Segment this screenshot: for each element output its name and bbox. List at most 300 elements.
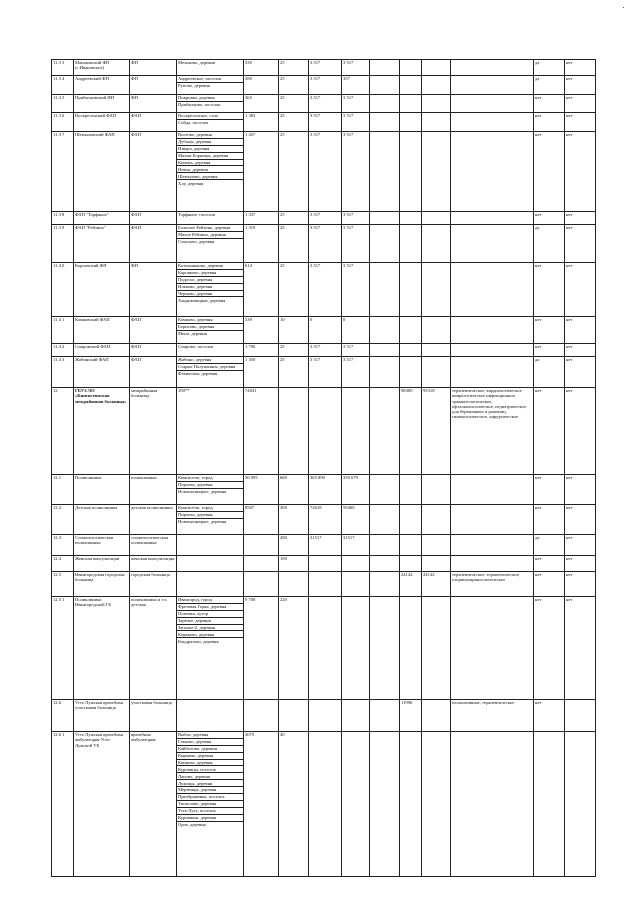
cell-num: 11.3 8 (52, 212, 74, 225)
place-item: Куромякш, деревня (177, 815, 243, 822)
cell-c10 (422, 700, 451, 732)
place-item (177, 556, 243, 557)
cell-c11 (451, 475, 534, 505)
cell-pop (244, 535, 279, 556)
cell-places (177, 388, 244, 475)
place-item: Фомкотова, деревня (178, 371, 218, 377)
cell-c8 (342, 597, 370, 700)
place-item: Шемылово, деревня (177, 173, 243, 180)
cell-c9 (400, 263, 422, 317)
cell-pop (244, 572, 279, 597)
place-item: Невок, деревня (177, 166, 243, 173)
cell-c7: 3 517 (309, 263, 342, 317)
place-item: Хлу, деревня (178, 180, 204, 186)
cell-yes: нет (534, 597, 565, 700)
place-item: Большое Рейзино, деревня (177, 225, 243, 232)
cell-yes: нет (534, 700, 565, 732)
table-row (52, 344, 596, 357)
cell-c7 (309, 388, 342, 475)
cell-type: ФП (130, 60, 177, 76)
cell-empty (370, 60, 400, 76)
cell-empty (370, 475, 400, 505)
cell-yes: да (534, 76, 565, 95)
cell-places (177, 212, 244, 225)
cell-c9 (400, 505, 422, 535)
cell-empty (370, 357, 400, 388)
place-item: Усть-Луга, поселок (177, 808, 243, 815)
scan-dot (623, 7, 624, 8)
cell-no: нет (565, 95, 596, 113)
table-row (52, 225, 596, 263)
cell-type: ФАП (130, 317, 177, 344)
cell-places (177, 572, 244, 597)
table-row (52, 132, 596, 212)
cell-c8 (342, 388, 370, 475)
cell-name: Стоматологическая поликлиника (74, 535, 130, 556)
place-item: Заполье-2, деревня (177, 625, 243, 632)
cell-c9 (400, 535, 422, 556)
cell-pop: 1 457 (244, 132, 279, 212)
cell-num: 11.3 6 (52, 113, 74, 132)
place-item: Малые Борницы, деревня (177, 153, 243, 160)
cell-pop: 1 796 (244, 344, 279, 357)
cell-c9 (400, 597, 422, 700)
cell-c11 (451, 505, 534, 535)
place-item: Дубоцы, деревня (177, 139, 243, 146)
cell-c8: 3 517 (342, 113, 370, 132)
place-item: Кирьямо, деревня (177, 753, 243, 760)
cell-yes: да (534, 60, 565, 76)
cell-c6 (279, 388, 309, 475)
cell-no: нет (565, 344, 596, 357)
cell-yes: нет (534, 388, 565, 475)
table-row (52, 60, 596, 76)
place-item: Порхово, деревня (177, 512, 243, 519)
cell-yes: нет (534, 556, 565, 572)
cell-c7: 3 517 (309, 344, 342, 357)
table-row (52, 212, 596, 225)
cell-c8 (342, 700, 370, 732)
cell-no: нет (565, 132, 596, 212)
cell-c8: 3 517 (342, 212, 370, 225)
cell-c7: 3 517 (309, 76, 342, 95)
place-item: Преображенка, поселок (177, 794, 243, 801)
table-row (52, 317, 596, 344)
cell-c6: 25 (279, 225, 309, 263)
place-item: Орле, деревня (178, 821, 206, 827)
place-item: Сойда, поселок (178, 120, 209, 126)
cell-c9 (400, 344, 422, 357)
table-row (52, 76, 596, 95)
cell-c9 (400, 132, 422, 212)
cell-c6: 25 (279, 212, 309, 225)
place-item: Заречье, деревня (177, 618, 243, 625)
cell-pop: 330 (244, 60, 279, 76)
cell-num: 11.4 0 (52, 263, 74, 317)
cell-places (177, 344, 244, 357)
cell-c10 (422, 475, 451, 505)
table-row (52, 732, 596, 877)
cell-empty (370, 132, 400, 212)
place-item: Лужицы, деревня (177, 780, 243, 787)
cell-type: ФАП (130, 212, 177, 225)
cell-c8: 3 517 (342, 60, 370, 76)
cell-type: ФП (130, 263, 177, 317)
table-row (52, 505, 596, 535)
place-item: Кипень, деревня (177, 160, 243, 167)
cell-num: 11.3 9 (52, 225, 74, 263)
table-row (52, 535, 596, 556)
place-item: Извара, деревня (177, 146, 243, 153)
place-item: Рупово, деревня (178, 83, 210, 89)
cell-c9 (400, 225, 422, 263)
cell-no: нет (565, 556, 596, 572)
cell-c6: 10 (279, 317, 309, 344)
cell-c7: 3 517 (309, 225, 342, 263)
cell-pop: 1 319 (244, 225, 279, 263)
cell-c6: 40 (279, 732, 309, 877)
cell-no: нет (565, 597, 596, 700)
cell-c6: 25 (279, 60, 309, 76)
table-row (52, 572, 596, 597)
place-item: Котельниково, деревня (177, 263, 243, 270)
cell-type: городская больница (130, 572, 177, 597)
cell-c7 (309, 572, 342, 597)
cell-empty (370, 700, 400, 732)
place-item: Лапово, деревня (177, 773, 243, 780)
place-item: Кондратово, деревня (178, 638, 219, 644)
cell-name: Манаковский ФП (с.Ивановское) (74, 60, 130, 76)
cell-yes: нет (534, 113, 565, 132)
cell-pop: 365 (244, 95, 279, 113)
cell-yes: нет (534, 344, 565, 357)
place-item: Кирьково, деревня (177, 631, 243, 638)
cell-pop: 380 (244, 76, 279, 95)
cell-name: ФАП "Торфяное" (74, 212, 130, 225)
cell-num: 12.4 (52, 556, 74, 572)
table-row (52, 357, 596, 388)
cell-places (177, 700, 244, 732)
cell-c9 (400, 76, 422, 95)
place-item: Покровка, деревня (177, 95, 243, 102)
place-item: Новопятницкое, деревня (178, 519, 227, 525)
cell-c10 (422, 225, 451, 263)
cell-yes: нет (534, 317, 565, 344)
place-item: 100** (178, 388, 190, 394)
cell-empty (370, 344, 400, 357)
place-item: Кайболово, деревня (177, 746, 243, 753)
cell-places (177, 60, 244, 76)
cell-c6: 25 (279, 263, 309, 317)
cell-yes (534, 732, 565, 877)
cell-places (177, 357, 244, 388)
cell-pop: 1 337 (244, 212, 279, 225)
cell-c9: 11996 (400, 700, 422, 732)
cell-no: нет (565, 76, 596, 95)
cell-type: ФАП (130, 113, 177, 132)
table-row (52, 263, 596, 317)
cell-empty (370, 76, 400, 95)
cell-c10 (422, 60, 451, 76)
cell-name: ГБУЗ ЛО «Кингисеппская межрайонная больница» (74, 388, 130, 475)
cell-c11: терапевтическое, терапевтическое, оториноларингологическое (451, 572, 534, 597)
place-item: Ильково, деревня (177, 284, 243, 291)
place-item: Фрезовая Горка, деревня (177, 604, 243, 611)
cell-c11 (451, 212, 534, 225)
cell-c9: 24142 (400, 572, 422, 597)
cell-c6: 280 (279, 535, 309, 556)
cell-c7: 3 517 (309, 132, 342, 212)
cell-type: ФАП (130, 344, 177, 357)
cell-no (565, 732, 596, 877)
cell-c6: 25 (279, 132, 309, 212)
cell-yes: нет (534, 475, 565, 505)
cell-c11 (451, 263, 534, 317)
cell-empty (370, 388, 400, 475)
cell-type: ФАП (130, 132, 177, 212)
cell-name: Комковский ФАП (74, 317, 130, 344)
cell-places (177, 95, 244, 113)
cell-type: ФАП (130, 357, 177, 388)
cell-c9 (400, 357, 422, 388)
cell-c10 (422, 357, 451, 388)
cell-c8: 59460 (342, 505, 370, 535)
cell-c7 (309, 700, 342, 732)
cell-places (177, 225, 244, 263)
cell-c10 (422, 556, 451, 572)
cell-c11 (451, 556, 534, 572)
cell-c6: 25 (279, 95, 309, 113)
cell-c9: 98300 (400, 388, 422, 475)
cell-no: нет (565, 572, 596, 597)
place-item: Кингисепп, город (177, 505, 243, 512)
cell-c7: 3 517 (309, 357, 342, 388)
cell-num: 12.2 (52, 505, 74, 535)
cell-no: нет (565, 357, 596, 388)
cell-c11 (451, 317, 534, 344)
place-item: Кингисепп, город (177, 475, 243, 482)
cell-pop: 3075 (244, 732, 279, 877)
cell-empty (370, 597, 400, 700)
cell-name: Прибытковский ФП (74, 95, 130, 113)
cell-num: 11.3 7 (52, 132, 74, 212)
place-item: Волгово, деревня (177, 132, 243, 139)
cell-c11 (451, 76, 534, 95)
cell-c11: паллиативные, терапевтическое (451, 700, 534, 732)
cell-c7 (309, 556, 342, 572)
cell-c6: 220 (279, 597, 309, 700)
cell-no: нет (565, 60, 596, 76)
cell-empty (370, 535, 400, 556)
place-item: Подосье, деревня (177, 277, 243, 284)
cell-pop (244, 700, 279, 732)
cell-pop: 1 350 (244, 357, 279, 388)
cell-c6: 660 (279, 475, 309, 505)
cell-c10 (422, 76, 451, 95)
place-item: Коровково, деревня (177, 270, 243, 277)
cell-yes: да (534, 535, 565, 556)
cell-c7: 3 517 (309, 60, 342, 76)
cell-type: ФАП (130, 225, 177, 263)
cell-no: нет (565, 263, 596, 317)
cell-c6: 100 (279, 556, 309, 572)
cell-num: 11.3 5 (52, 95, 74, 113)
cell-type: детская поликлиника (130, 505, 177, 535)
cell-c9 (400, 556, 422, 572)
cell-empty (370, 263, 400, 317)
cell-c10 (422, 132, 451, 212)
cell-yes: да (534, 225, 565, 263)
cell-c7: 3 517 (309, 95, 342, 113)
table-row (52, 388, 596, 475)
place-item: Сокалово, деревня (178, 239, 215, 245)
cell-c7: 3 517 (309, 212, 342, 225)
cell-c7 (309, 597, 342, 700)
cell-c7: 365 890 (309, 475, 342, 505)
cell-num: 11.4 3 (52, 357, 74, 388)
cell-yes: нет (534, 95, 565, 113)
table-row (52, 95, 596, 113)
cell-places (177, 535, 244, 556)
place-item: Конново, деревня (177, 760, 243, 767)
table-row (52, 700, 596, 732)
cell-name: Усть-Лужская врачебная участковая больница (74, 700, 130, 732)
cell-c9 (400, 60, 422, 76)
place-item: Малое Рейзино, деревня (177, 232, 243, 239)
cell-num: 12 (52, 388, 74, 475)
cell-c10 (422, 344, 451, 357)
cell-c10 (422, 113, 451, 132)
cell-pop: 74841 (244, 388, 279, 475)
cell-type: стоматологическая поликлиника (130, 535, 177, 556)
cell-num: 11.3 3 (52, 60, 74, 76)
cell-places (177, 732, 244, 877)
place-item: Хандиковщина, деревня (178, 297, 226, 303)
place-item: Воскресенское, село (177, 113, 243, 120)
place-item: Выбье, деревня (177, 732, 243, 739)
cell-pop (244, 556, 279, 572)
cell-c8: 3 517 (342, 263, 370, 317)
cell-no (565, 700, 596, 732)
cell-c10 (422, 263, 451, 317)
cell-c11 (451, 535, 534, 556)
cell-name: Усть-Лужская врачебная амбулатория Усть-Лужской УБ (74, 732, 130, 877)
cell-type: ФП (130, 76, 177, 95)
cell-c8 (342, 572, 370, 597)
cell-c8: 0 (342, 317, 370, 344)
place-item (177, 572, 243, 573)
cell-places (177, 76, 244, 95)
cell-c11 (451, 357, 534, 388)
cell-num: 12.1 (52, 475, 74, 505)
cell-name: Женская консультация (74, 556, 130, 572)
cell-c10 (422, 212, 451, 225)
cell-places (177, 263, 244, 317)
cell-c8: 357 (342, 76, 370, 95)
cell-c6: 25 (279, 113, 309, 132)
cell-num: 11.3 4 (52, 76, 74, 95)
place-item: Тисколово, деревня (177, 801, 243, 808)
cell-c8 (342, 556, 370, 572)
cell-c6 (279, 572, 309, 597)
cell-places (177, 505, 244, 535)
place-item: Мельково, деревня (178, 60, 215, 66)
cell-c8: 3 517 (342, 225, 370, 263)
cell-places (177, 556, 244, 572)
cell-name: ФАП "Рейзино" (74, 225, 130, 263)
cell-empty (370, 556, 400, 572)
place-item: Новопятницкое, деревня (178, 489, 227, 495)
cell-c10 (422, 597, 451, 700)
table-row (52, 113, 596, 132)
cell-no: нет (565, 212, 596, 225)
cell-pop: 8507 (244, 505, 279, 535)
cell-c11 (451, 60, 534, 76)
cell-c8: 3 517 (342, 95, 370, 113)
cell-num: 12.3 (52, 535, 74, 556)
cell-c10 (422, 317, 451, 344)
place-item: Торфяное, поселок (178, 212, 216, 218)
place-item: Сомрово, поселок (178, 344, 214, 350)
place-item: Борисово, деревня (177, 324, 243, 331)
cell-num: 11.4 1 (52, 317, 74, 344)
cell-num: 12.6 (52, 700, 74, 732)
place-item: Прибытково, поселок (178, 102, 221, 108)
cell-name: Корповский ФП (74, 263, 130, 317)
cell-yes: нет (534, 132, 565, 212)
cell-c9 (400, 475, 422, 505)
cell-name: Шемыловский ФАП (74, 132, 130, 212)
cell-places (177, 113, 244, 132)
cell-c11: терапевтическое, кардиологическое неврологическое инфекционное, травматологическое, офтальмологическое, педиатрическое, для беременных и рожениц, гинекологическое, хирургическое (451, 388, 534, 475)
place-item: Поповка, хутор (177, 611, 243, 618)
cell-c11 (451, 732, 534, 877)
cell-type: поликлиника и т.ч. детская (130, 597, 177, 700)
cell-c9 (400, 113, 422, 132)
cell-empty (370, 317, 400, 344)
cell-yes: нет (534, 263, 565, 317)
place-item: Мертвицы, деревня (177, 787, 243, 794)
place-item: Ивангород, город (177, 597, 243, 604)
cell-pop: 339 (244, 317, 279, 344)
cell-c7: 31517 (309, 535, 342, 556)
cell-name: Жабинский ФАП (74, 357, 130, 388)
cell-no: нет (565, 475, 596, 505)
cell-places (177, 317, 244, 344)
cell-c7 (309, 732, 342, 877)
cell-type: межрайонная больница (130, 388, 177, 475)
cell-empty (370, 212, 400, 225)
place-item: Андреевское, поселок (177, 76, 243, 83)
cell-name: Ивангородская городская больница (74, 572, 130, 597)
cell-c7: 0 (309, 317, 342, 344)
cell-c6 (279, 700, 309, 732)
cell-num: 12.5 (52, 572, 74, 597)
cell-type: поликлиника (130, 475, 177, 505)
cell-pop: 614 (244, 263, 279, 317)
cell-c7: 3 517 (309, 113, 342, 132)
cell-no: нет (565, 535, 596, 556)
cell-c6: 25 (279, 357, 309, 388)
cell-c6: 300 (279, 505, 309, 535)
cell-no: нет (565, 505, 596, 535)
cell-c7: 72618 (309, 505, 342, 535)
cell-name: Сомровский ФАП (74, 344, 130, 357)
cell-num: 12.6 1 (52, 732, 74, 877)
cell-no: нет (565, 388, 596, 475)
cell-type: участковая больница (130, 700, 177, 732)
cell-c9 (400, 732, 422, 877)
